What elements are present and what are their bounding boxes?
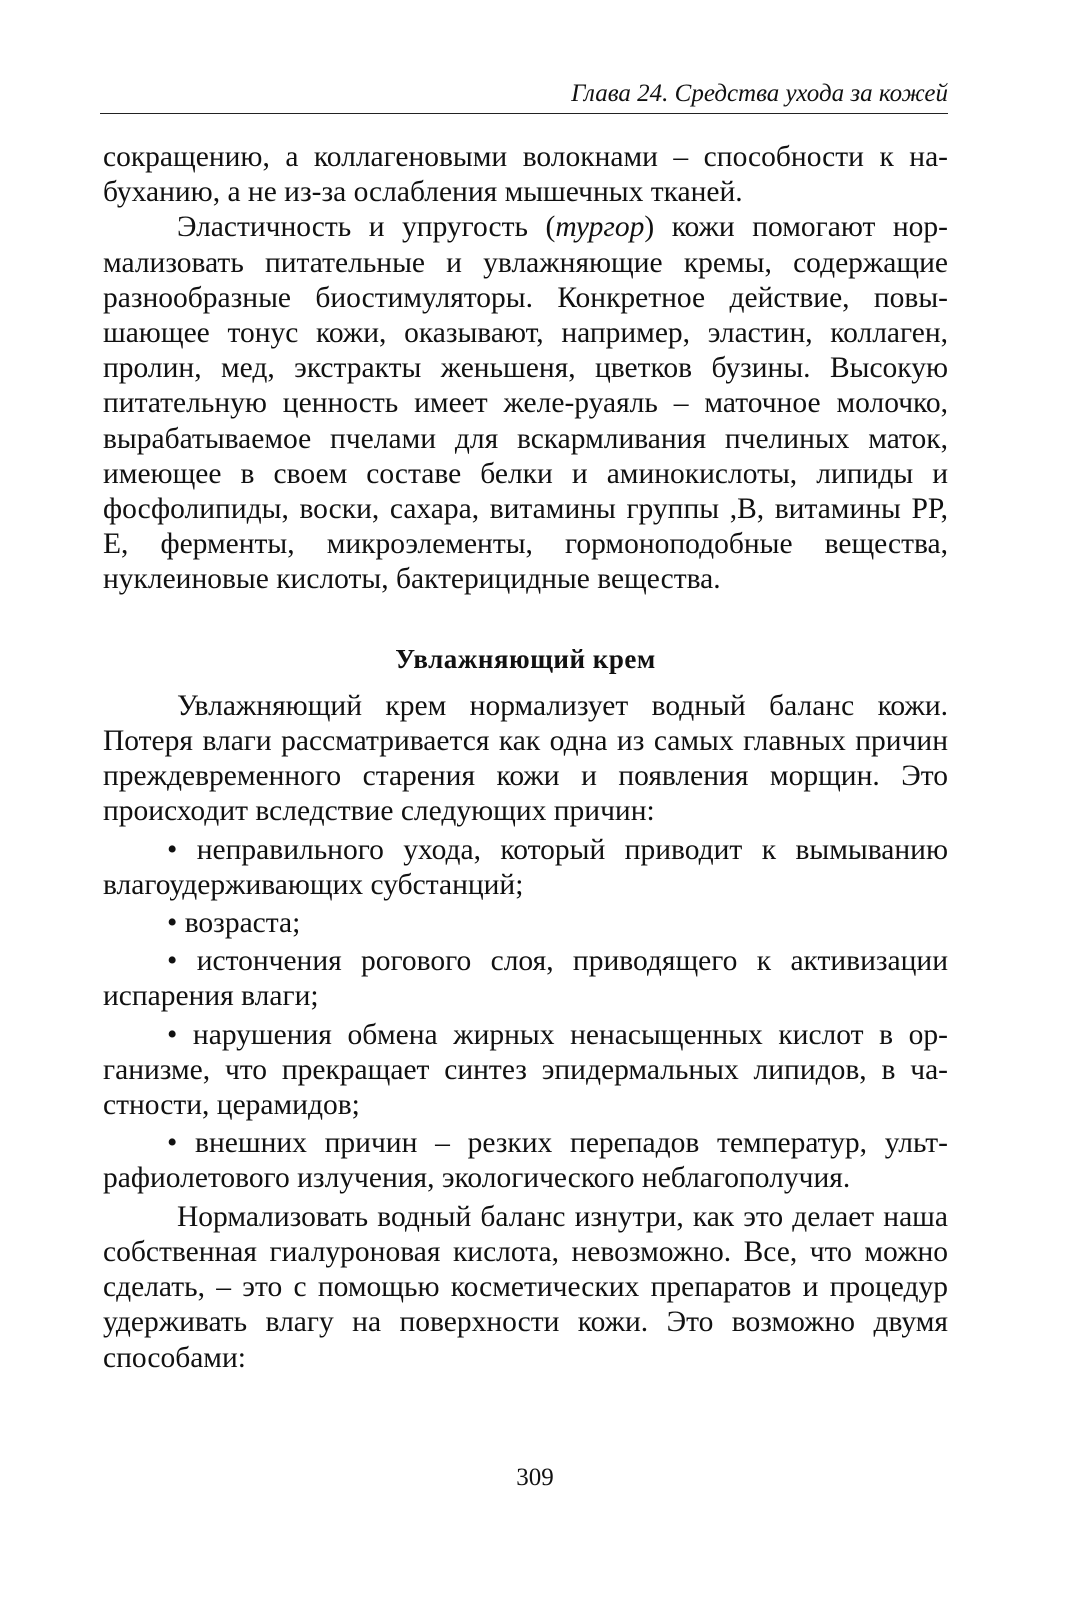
- section-heading: Увлажняющий крем: [395, 643, 656, 674]
- term-turgor: тургор: [555, 211, 645, 244]
- paragraph-water-balance: Нормализовать водный баланс изнутри, как это делает наша собственная гиалуроновая кислота, невозможно. Все, что можно сделать, – это с помощью косметических препаратов и процедур удерживать влагу на поверхности кожи. Это возможно двумя способами:: [103, 1200, 948, 1374]
- bullet-item: • истончения рогового слоя, приводящего к активизации испарения влаги;: [103, 945, 948, 1013]
- bullet-item: • неправильного ухода, который приводит к вымыванию влагоудерживающих субстанций;: [103, 833, 948, 901]
- bullet-item: • возраста;: [167, 907, 301, 940]
- running-header: [100, 78, 948, 114]
- bullet-item: • нарушения обмена жирных ненасыщенных кислот в организме, что прекращает синтез эпидермальных липидов, в частности, церамидов;: [103, 1018, 948, 1122]
- page-number: 309: [516, 1464, 554, 1491]
- paragraph-elasticity-rest: ) кожи помогают нормализовать питательные и увлажняющие кремы, содержащие разнообразные биостимуляторы. Конкретное действие, повышающее тонус кожи, оказывают, например, эластин, коллаген, пролин, мед, экстракты женьшеня, цветков бузины. Высокую питательную ценность имеет желе-руаяль – маточное молочко, вырабатываемое пчелами для вскармливания пчелиных маток, имеющее в своем составе белки и аминокислоты, липиды и фосфолипиды, воски, сахара, витамины группы ,В, витамины РР, Е, ферменты, микроэлементы, гормоноподобные вещества, нуклеиновые кислоты, бактерицидные вещества.: [103, 211, 948, 596]
- page-body: [103, 140, 948, 1376]
- bullet-item: • внешних причин – резких перепадов температур, ультрафиолетового излучения, экологического неблагополучия.: [103, 1127, 948, 1195]
- running-title: Глава 24. Средства ухода за кожей: [571, 80, 948, 107]
- paragraph-moisturizer: Увлажняющий крем нормализует водный баланс кожи. Потеря влаги рассматривается как одна из самых главных причин преждевременного старения кожи и появления морщин. Это происходит вследствие следующих причин:: [103, 689, 948, 828]
- paragraph-elasticity-start: Эластичность и упругость (: [177, 211, 556, 244]
- paragraph-elasticity: [103, 210, 948, 597]
- paragraph-continued: сокращению, а коллагеновыми волокнами – способности к набуханию, а не из-за ослабления мышечных тканей.: [103, 141, 948, 209]
